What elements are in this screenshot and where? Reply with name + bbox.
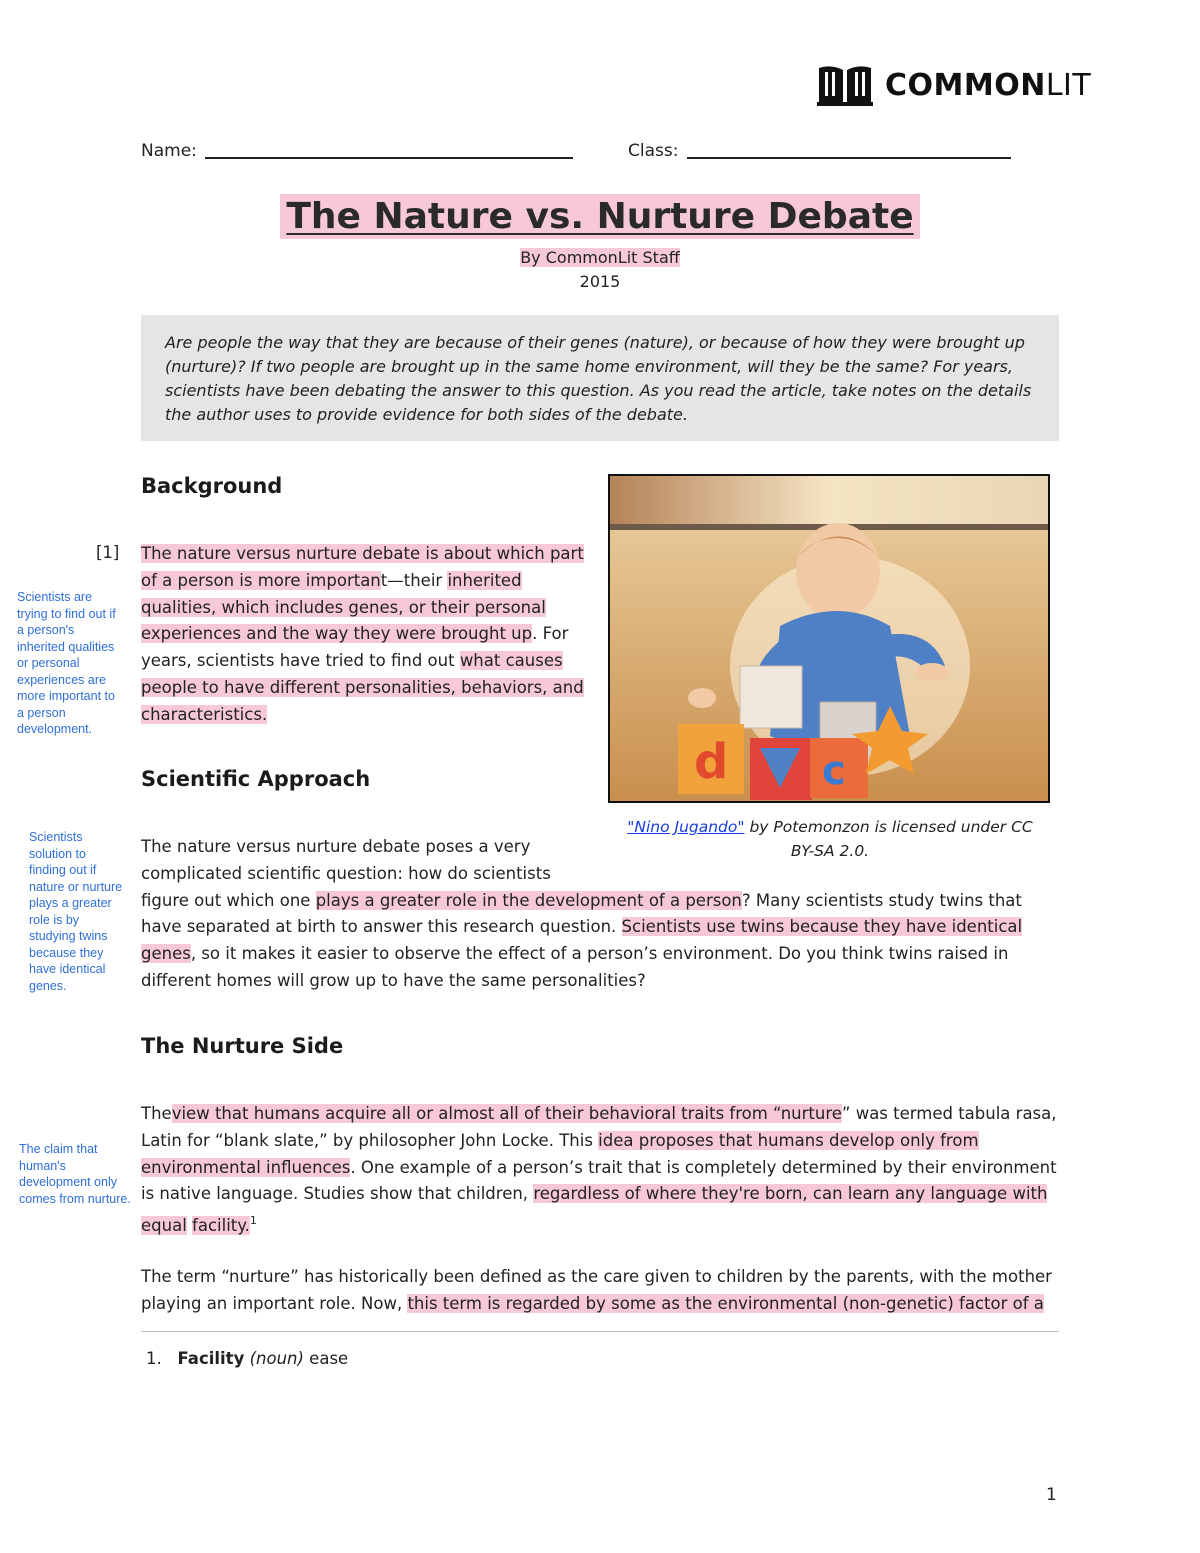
class-label: Class:: [628, 141, 679, 161]
footnote-ref: 1: [249, 1214, 257, 1228]
heading-scientific-approach: Scientific Approach: [141, 767, 371, 791]
byline: By CommonLit Staff: [520, 248, 680, 267]
page-number: 1: [1046, 1485, 1057, 1505]
footnote-1: 1. Facility (noun) ease: [146, 1349, 349, 1368]
commonlit-logo: [817, 64, 1091, 106]
baby-with-blocks-image: [610, 476, 1048, 801]
article-photo: [608, 474, 1050, 803]
margin-note-3: The claim that human's development only comes from nurture.: [19, 1142, 131, 1206]
nurture-paragraph-2: The term “nurture” has historically been defined as the care given to children by the parents, with the mother playing an important role. Now, this term is regarded by some as the environmental (non-genetic) factor of a: [141, 1267, 1052, 1313]
open-book-icon: [817, 64, 873, 106]
heading-nurture-side: The Nurture Side: [141, 1034, 344, 1058]
intro-text: Are people the way that they are because of their genes (nature), or because of how they were brought up (nurture)? If two people are brought up in the same home environment, will they be the same? For years, scientists have been debating the answer to this question. As you read the article, take notes on the details the author uses to provide evidence for both sides of the debate.: [165, 333, 1032, 424]
background-paragraph: The nature versus nurture debate is about which part of a person is more important—their inherited qualities, which includes genes, or their personal experiences and the way they were brought up. For years, scientists have tried to find out what causes people to have different personalities, behaviors, and characteristics.: [141, 544, 584, 724]
footnote-divider: [141, 1331, 1059, 1332]
name-label: Name:: [141, 141, 197, 161]
margin-note-2: Scientists solution to finding out if nature or nurture plays a greater role is by studying twins because they have identical genes.: [29, 830, 123, 993]
logo-text: COMMONLIT: [885, 67, 1092, 103]
page-title: The Nature vs. Nurture Debate: [0, 196, 1200, 237]
publication-year: 2015: [579, 272, 621, 291]
image-credit-link[interactable]: "Nino Jugando": [627, 818, 745, 836]
nurture-paragraph-1: Theview that humans acquire all or almost all of their behavioral traits from “nurture” was termed tabula rasa, Latin for “blank slate,” by philosopher John Locke. This idea proposes that humans develop only from environmental influences. One example of a person’s trait that is completely determined by their environment is native language. Studies show that children, regardless of where they're born, can learn any language with equal facility.$^1$: [141, 1104, 1057, 1235]
svg-text:c: c: [822, 748, 846, 794]
heading-background: Background: [141, 474, 283, 498]
intro-box: [141, 315, 1059, 441]
paragraph-number: [1]: [96, 543, 120, 562]
scientific-paragraph: The nature versus nurture debate poses a very complicated scientific question: how do scientists figure out which one plays a greater role in the development of a person? Many scientists study twins that have separated at birth to answer this research question. Scientists use twins because they have identical genes, so it makes it easier to observe the effect of a person’s environment. Do you think twins raised in different homes will grow up to have the same personalities?: [141, 837, 1023, 990]
image-caption: "Nino Jugando" by Potemonzon is licensed under CC BY-SA 2.0.: [627, 818, 1033, 860]
svg-text:d: d: [694, 734, 729, 790]
class-field[interactable]: [687, 157, 1011, 159]
name-field[interactable]: [205, 157, 573, 159]
margin-note-1: Scientists are trying to find out if a person's inherited qualities or personal experiences are more important to a person development.: [17, 590, 116, 736]
